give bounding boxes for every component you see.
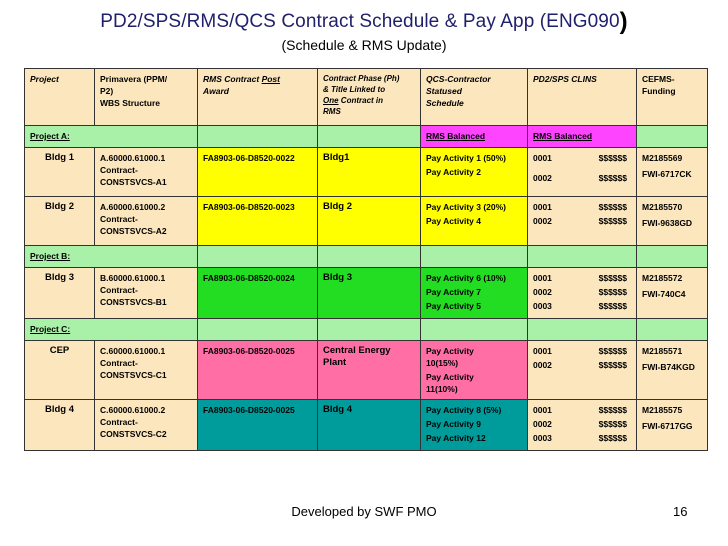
wbs-cell: C.60000.61000.2 Contract- CONSTSVCS-C2 bbox=[95, 400, 198, 451]
slide-title-text: PD2/SPS/RMS/QCS Contract Schedule & Pay App (ENG090 bbox=[100, 11, 620, 32]
header-rms-contract: RMS Contract Post Award bbox=[198, 69, 318, 126]
slide-title bbox=[0, 8, 728, 36]
table-row-bldg3 bbox=[25, 268, 708, 319]
clins-cell: 0001 $$$$$$ 0002 $$$$$$ bbox=[528, 341, 637, 400]
project-name: Bldg 2 bbox=[25, 197, 95, 246]
contract-phase-cell: Bldg 2 bbox=[318, 197, 421, 246]
table-row-bldg2 bbox=[25, 197, 708, 246]
wbs-cell: A.60000.61000.1 Contract- CONSTSVCS-A1 bbox=[95, 148, 198, 197]
section-label-project-a: Project A: bbox=[25, 126, 198, 148]
table-row-bldg1 bbox=[25, 148, 708, 197]
project-name: CEP bbox=[25, 341, 95, 400]
rms-contract-cell: FA8903-06-D8520-0023 bbox=[198, 197, 318, 246]
table-row-bldg4 bbox=[25, 400, 708, 451]
header-project: Project bbox=[25, 69, 95, 126]
project-name: Bldg 3 bbox=[25, 268, 95, 319]
header-qcs: QCS-Contractor Statused Schedule bbox=[421, 69, 528, 126]
rms-contract-cell: FA8903-06-D8520-0024 bbox=[198, 268, 318, 319]
cefms-cell: M2185572 FWI-740C4 bbox=[637, 268, 708, 319]
header-row bbox=[25, 69, 708, 126]
cefms-cell: M2185569 FWI-6717CK bbox=[637, 148, 708, 197]
cefms-cell: M2185575 FWI-6717GG bbox=[637, 400, 708, 451]
clins-cell: 0001 $$$$$$ 0002 $$$$$$ 0003 $$$$$$ bbox=[528, 400, 637, 451]
section-row-project-b bbox=[25, 246, 708, 268]
qcs-activities-cell: Pay Activity 1 (50%) Pay Activity 2 bbox=[421, 148, 528, 197]
section-row-project-c bbox=[25, 319, 708, 341]
contract-phase-cell: Bldg 4 bbox=[318, 400, 421, 451]
cefms-cell: M2185570 FWI-9638GD bbox=[637, 197, 708, 246]
qcs-activities-cell: Pay Activity 6 (10%) Pay Activity 7 Pay Activity 5 bbox=[421, 268, 528, 319]
section-row-project-a bbox=[25, 126, 708, 148]
table-row-cep bbox=[25, 341, 708, 400]
footer-credit: Developed by SWF PMO bbox=[291, 504, 437, 519]
project-name: Bldg 4 bbox=[25, 400, 95, 451]
contract-schedule-table bbox=[24, 68, 708, 451]
section-label-project-b: Project B: bbox=[25, 246, 198, 268]
page-number: 16 bbox=[673, 504, 688, 519]
rms-balanced-qcs: RMS Balanced bbox=[421, 126, 528, 148]
rms-contract-cell: FA8903-06-D8520-0022 bbox=[198, 148, 318, 197]
qcs-activities-cell: Pay Activity 3 (20%) Pay Activity 4 bbox=[421, 197, 528, 246]
clins-cell: 0001 $$$$$$ 0002 $$$$$$ bbox=[528, 148, 637, 197]
clins-cell: 0001 $$$$$$ 0002 $$$$$$ bbox=[528, 197, 637, 246]
qcs-activities-cell: Pay Activity 8 (5%) Pay Activity 9 Pay Activity 12 bbox=[421, 400, 528, 451]
slide-subtitle: (Schedule & RMS Update) bbox=[281, 37, 447, 53]
contract-phase-cell: Bldg1 bbox=[318, 148, 421, 197]
wbs-cell: A.60000.61000.2 Contract- CONSTSVCS-A2 bbox=[95, 197, 198, 246]
clins-cell: 0001 $$$$$$ 0002 $$$$$$ 0003 $$$$$$ bbox=[528, 268, 637, 319]
slide-title-paren: ) bbox=[619, 8, 628, 35]
qcs-activities-cell: Pay Activity 10(15%) Pay Activity 11(10%) bbox=[421, 341, 528, 400]
wbs-cell: C.60000.61000.1 Contract- CONSTSVCS-C1 bbox=[95, 341, 198, 400]
header-cefms: CEFMS- Funding bbox=[637, 69, 708, 126]
wbs-cell: B.60000.61000.1 Contract- CONSTSVCS-B1 bbox=[95, 268, 198, 319]
rms-balanced-clins: RMS Balanced bbox=[528, 126, 637, 148]
contract-phase-cell: Central Energy Plant bbox=[318, 341, 421, 400]
rms-contract-cell: FA8903-06-D8520-0025 bbox=[198, 341, 318, 400]
rms-contract-cell: FA8903-06-D8520-0025 bbox=[198, 400, 318, 451]
header-primavera: Primavera (PPM/ P2) WBS Structure bbox=[95, 69, 198, 126]
cefms-cell: M2185571 FWI-B74KGD bbox=[637, 341, 708, 400]
contract-phase-cell: Bldg 3 bbox=[318, 268, 421, 319]
section-label-project-c: Project C: bbox=[25, 319, 198, 341]
header-clins: PD2/SPS CLINS bbox=[528, 69, 637, 126]
header-contract-phase: Contract Phase (Ph) & Title Linked to One Contract in RMS bbox=[318, 69, 421, 126]
project-name: Bldg 1 bbox=[25, 148, 95, 197]
